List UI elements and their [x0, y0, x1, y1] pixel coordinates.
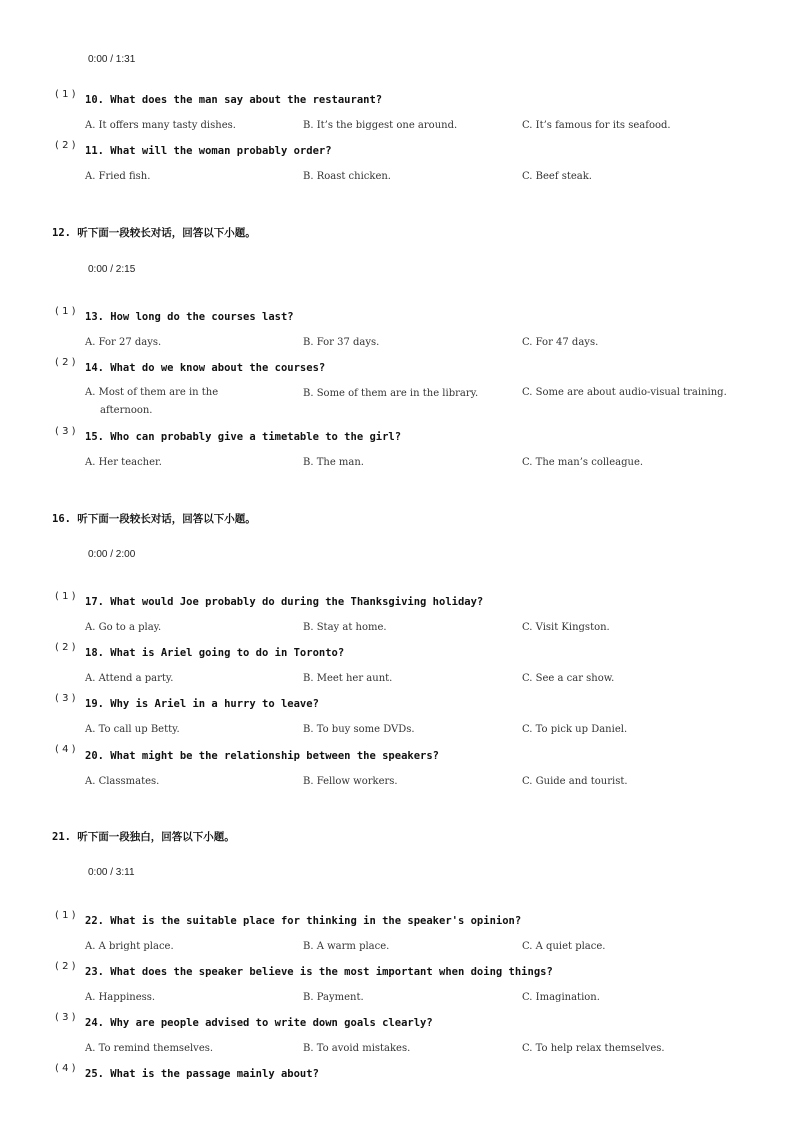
option-c[interactable]: C. See a car show.	[522, 673, 615, 684]
option-a[interactable]: A. Fried fish.	[85, 171, 151, 182]
option-b[interactable]: B. The man.	[303, 457, 364, 468]
option-b[interactable]: B. Some of them are in the library.	[303, 388, 479, 399]
option-a[interactable]: A. Her teacher.	[85, 457, 162, 468]
option-c[interactable]: C. Guide and tourist.	[522, 776, 628, 787]
option-b[interactable]: B. To avoid mistakes.	[303, 1043, 411, 1054]
option-c[interactable]: C. Visit Kingston.	[522, 622, 610, 633]
option-c[interactable]: C. To pick up Daniel.	[522, 724, 628, 735]
option-c[interactable]: C. It’s famous for its seafood.	[522, 120, 671, 131]
option-b[interactable]: B. A warm place.	[303, 941, 390, 952]
option-a[interactable]: A. To remind themselves.	[85, 1043, 214, 1054]
option-c[interactable]: C. For 47 days.	[522, 337, 599, 348]
section-heading: 16. 听下面一段较长对话，回答以下小题。	[52, 513, 256, 525]
sub-question-number: ( 2 )	[55, 140, 76, 151]
question-text: 10. What does the man say about the restaurant?	[85, 94, 383, 106]
question-text: 19. Why is Ariel in a hurry to leave?	[85, 698, 319, 710]
section-heading: 21. 听下面一段独白，回答以下小题。	[52, 831, 235, 843]
option-a[interactable]: A. Classmates.	[85, 776, 160, 787]
question-text: 24. Why are people advised to write down goals clearly?	[85, 1017, 433, 1029]
sub-question-number: ( 2 )	[55, 961, 76, 972]
sub-question-number: ( 3 )	[55, 693, 76, 704]
question-text: 23. What does the speaker believe is the most important when doing things?	[85, 966, 553, 978]
audio-time[interactable]: 0:00 / 1:31	[88, 54, 136, 65]
question-text: 15. Who can probably give a timetable to the girl?	[85, 431, 402, 443]
option-c[interactable]: C. Imagination.	[522, 992, 600, 1003]
question-text: 18. What is Ariel going to do in Toronto?	[85, 647, 345, 659]
option-b[interactable]: B. Meet her aunt.	[303, 673, 393, 684]
option-a[interactable]: A. Most of them are in the afternoon.	[85, 387, 219, 416]
sub-question-number: ( 3 )	[55, 426, 76, 437]
question-text: 11. What will the woman probably order?	[85, 145, 332, 157]
option-a[interactable]: A. A bright place.	[85, 941, 174, 952]
question-text: 13. How long do the courses last?	[85, 311, 294, 323]
sub-question-number: ( 1 )	[55, 306, 76, 317]
option-a[interactable]: A. To call up Betty.	[85, 724, 180, 735]
option-b[interactable]: B. Fellow workers.	[303, 776, 398, 787]
option-b[interactable]: B. To buy some DVDs.	[303, 724, 415, 735]
option-a[interactable]: A. Go to a play.	[85, 622, 162, 633]
sub-question-number: ( 3 )	[55, 1012, 76, 1023]
option-b[interactable]: B. Stay at home.	[303, 622, 387, 633]
option-a[interactable]: A. Happiness.	[85, 992, 156, 1003]
option-c[interactable]: C. A quiet place.	[522, 941, 606, 952]
option-c[interactable]: C. Beef steak.	[522, 171, 592, 182]
option-b[interactable]: B. It’s the biggest one around.	[303, 120, 458, 131]
option-b[interactable]: B. Payment.	[303, 992, 364, 1003]
question-text: 20. What might be the relationship between the speakers?	[85, 750, 440, 762]
audio-time[interactable]: 0:00 / 2:15	[88, 264, 136, 275]
audio-time[interactable]: 0:00 / 3:11	[88, 867, 135, 878]
question-text: 17. What would Joe probably do during the Thanksgiving holiday?	[85, 596, 484, 608]
sub-question-number: ( 2 )	[55, 357, 76, 368]
question-text: 14. What do we know about the courses?	[85, 362, 326, 374]
option-b[interactable]: B. For 37 days.	[303, 337, 380, 348]
sub-question-number: ( 1 )	[55, 910, 76, 921]
option-b[interactable]: B. Roast chicken.	[303, 171, 391, 182]
option-c[interactable]: C. To help relax themselves.	[522, 1043, 665, 1054]
question-text: 25. What is the passage mainly about?	[85, 1068, 319, 1080]
sub-question-number: ( 4 )	[55, 1063, 76, 1074]
option-a[interactable]: A. It offers many tasty dishes.	[85, 120, 236, 131]
option-c[interactable]: C. Some are about audio-visual training.	[522, 387, 727, 398]
sub-question-number: ( 2 )	[55, 642, 76, 653]
question-text: 22. What is the suitable place for thinking in the speaker's opinion?	[85, 915, 522, 927]
option-a[interactable]: A. For 27 days.	[85, 337, 162, 348]
audio-time[interactable]: 0:00 / 2:00	[88, 549, 136, 560]
section-heading: 12. 听下面一段较长对话，回答以下小题。	[52, 227, 256, 239]
option-c[interactable]: C. The man’s colleague.	[522, 457, 644, 468]
sub-question-number: ( 1 )	[55, 591, 76, 602]
sub-question-number: ( 1 )	[55, 89, 76, 100]
option-a[interactable]: A. Attend a party.	[85, 673, 174, 684]
sub-question-number: ( 4 )	[55, 744, 76, 755]
